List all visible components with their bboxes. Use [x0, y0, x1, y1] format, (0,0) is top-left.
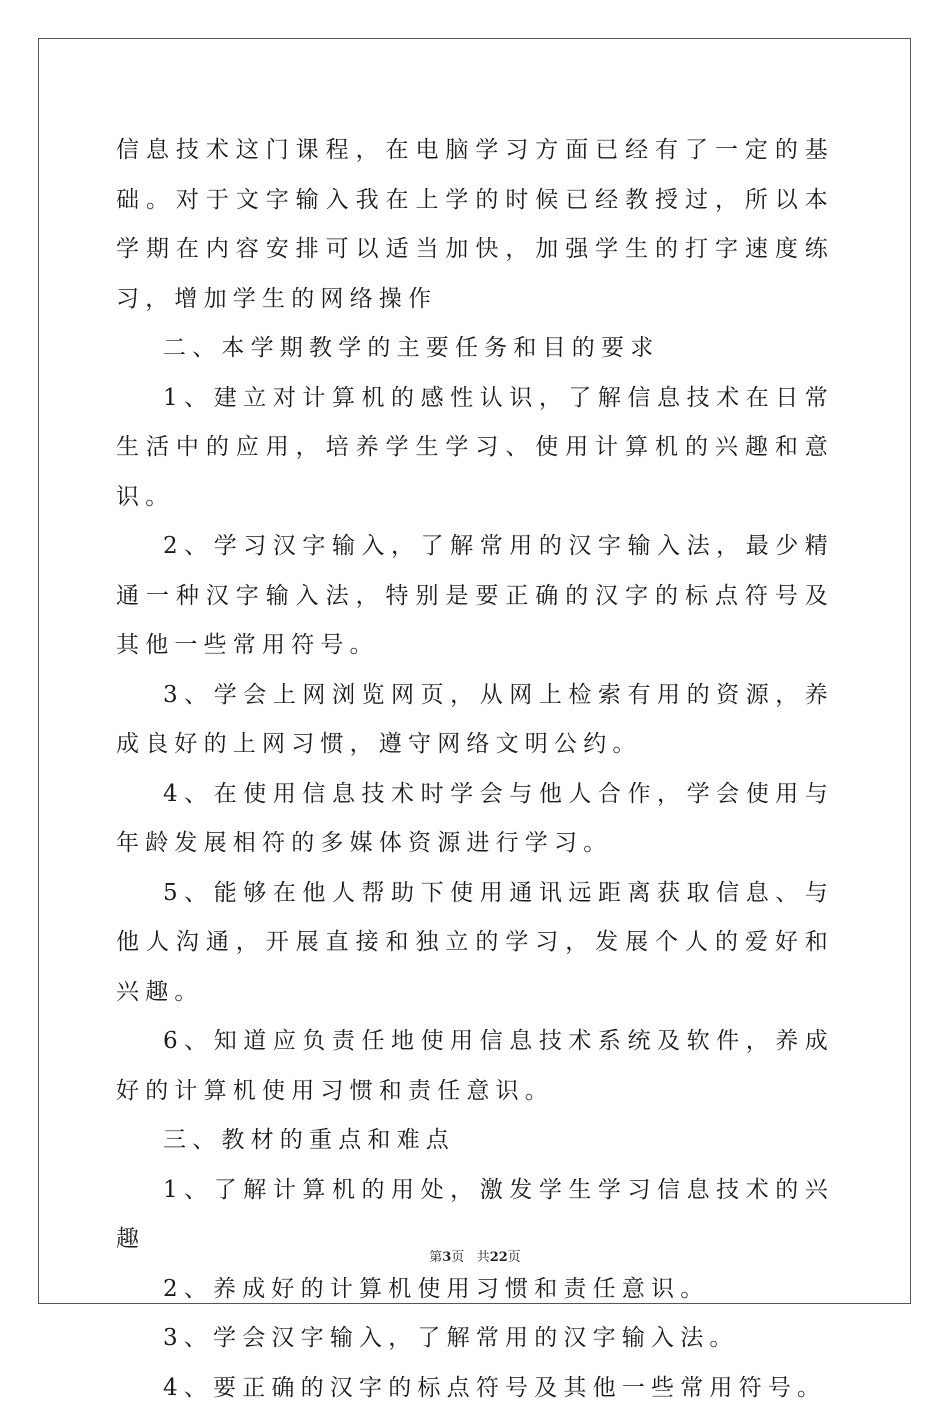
page-number-prefix: 第 [429, 1250, 442, 1265]
paragraph: 三、教材的重点和难点 [116, 1116, 834, 1166]
paragraph: 2、学习汉字输入，了解常用的汉字输入法，最少精通一种汉字输入法，特别是要正确的汉字的标点符号及其他一些常用符号。 [116, 522, 834, 671]
paragraph: 二、本学期教学的主要任务和目的要求 [116, 324, 834, 374]
current-page-number: 3 [442, 1250, 451, 1265]
total-pages-number: 22 [490, 1250, 508, 1265]
paragraph: 3、学会汉字输入，了解常用的汉字输入法。 [116, 1314, 834, 1364]
page-footer [0, 1246, 950, 1265]
paragraph: 6、知道应负责任地使用信息技术系统及软件，养成好的计算机使用习惯和责任意识。 [116, 1017, 834, 1116]
total-pages-suffix: 页 [508, 1250, 521, 1265]
total-pages-prefix: 共 [477, 1250, 490, 1265]
document-body [116, 126, 834, 1413]
paragraph: 5、能够在他人帮助下使用通讯远距离获取信息、与他人沟通，开展直接和独立的学习，发展个人的爱好和兴趣。 [116, 869, 834, 1018]
paragraph: 2、养成好的计算机使用习惯和责任意识。 [116, 1265, 834, 1315]
paragraph: 信息技术这门课程，在电脑学习方面已经有了一定的基础。对于文字输入我在上学的时候已经教授过，所以本学期在内容安排可以适当加快，加强学生的打字速度练习，增加学生的网络操作 [116, 126, 834, 324]
page-word: 页 [451, 1250, 464, 1265]
paragraph: 4、要正确的汉字的标点符号及其他一些常用符号。 [116, 1364, 834, 1413]
paragraph: 1、建立对计算机的感性认识，了解信息技术在日常生活中的应用，培养学生学习、使用计算机的兴趣和意识。 [116, 374, 834, 523]
paragraph: 3、学会上网浏览网页，从网上检索有用的资源，养成良好的上网习惯，遵守网络文明公约。 [116, 671, 834, 770]
paragraph: 1、了解计算机的用处，激发学生学习信息技术的兴趣 [116, 1166, 834, 1265]
paragraph: 4、在使用信息技术时学会与他人合作，学会使用与年龄发展相符的多媒体资源进行学习。 [116, 770, 834, 869]
